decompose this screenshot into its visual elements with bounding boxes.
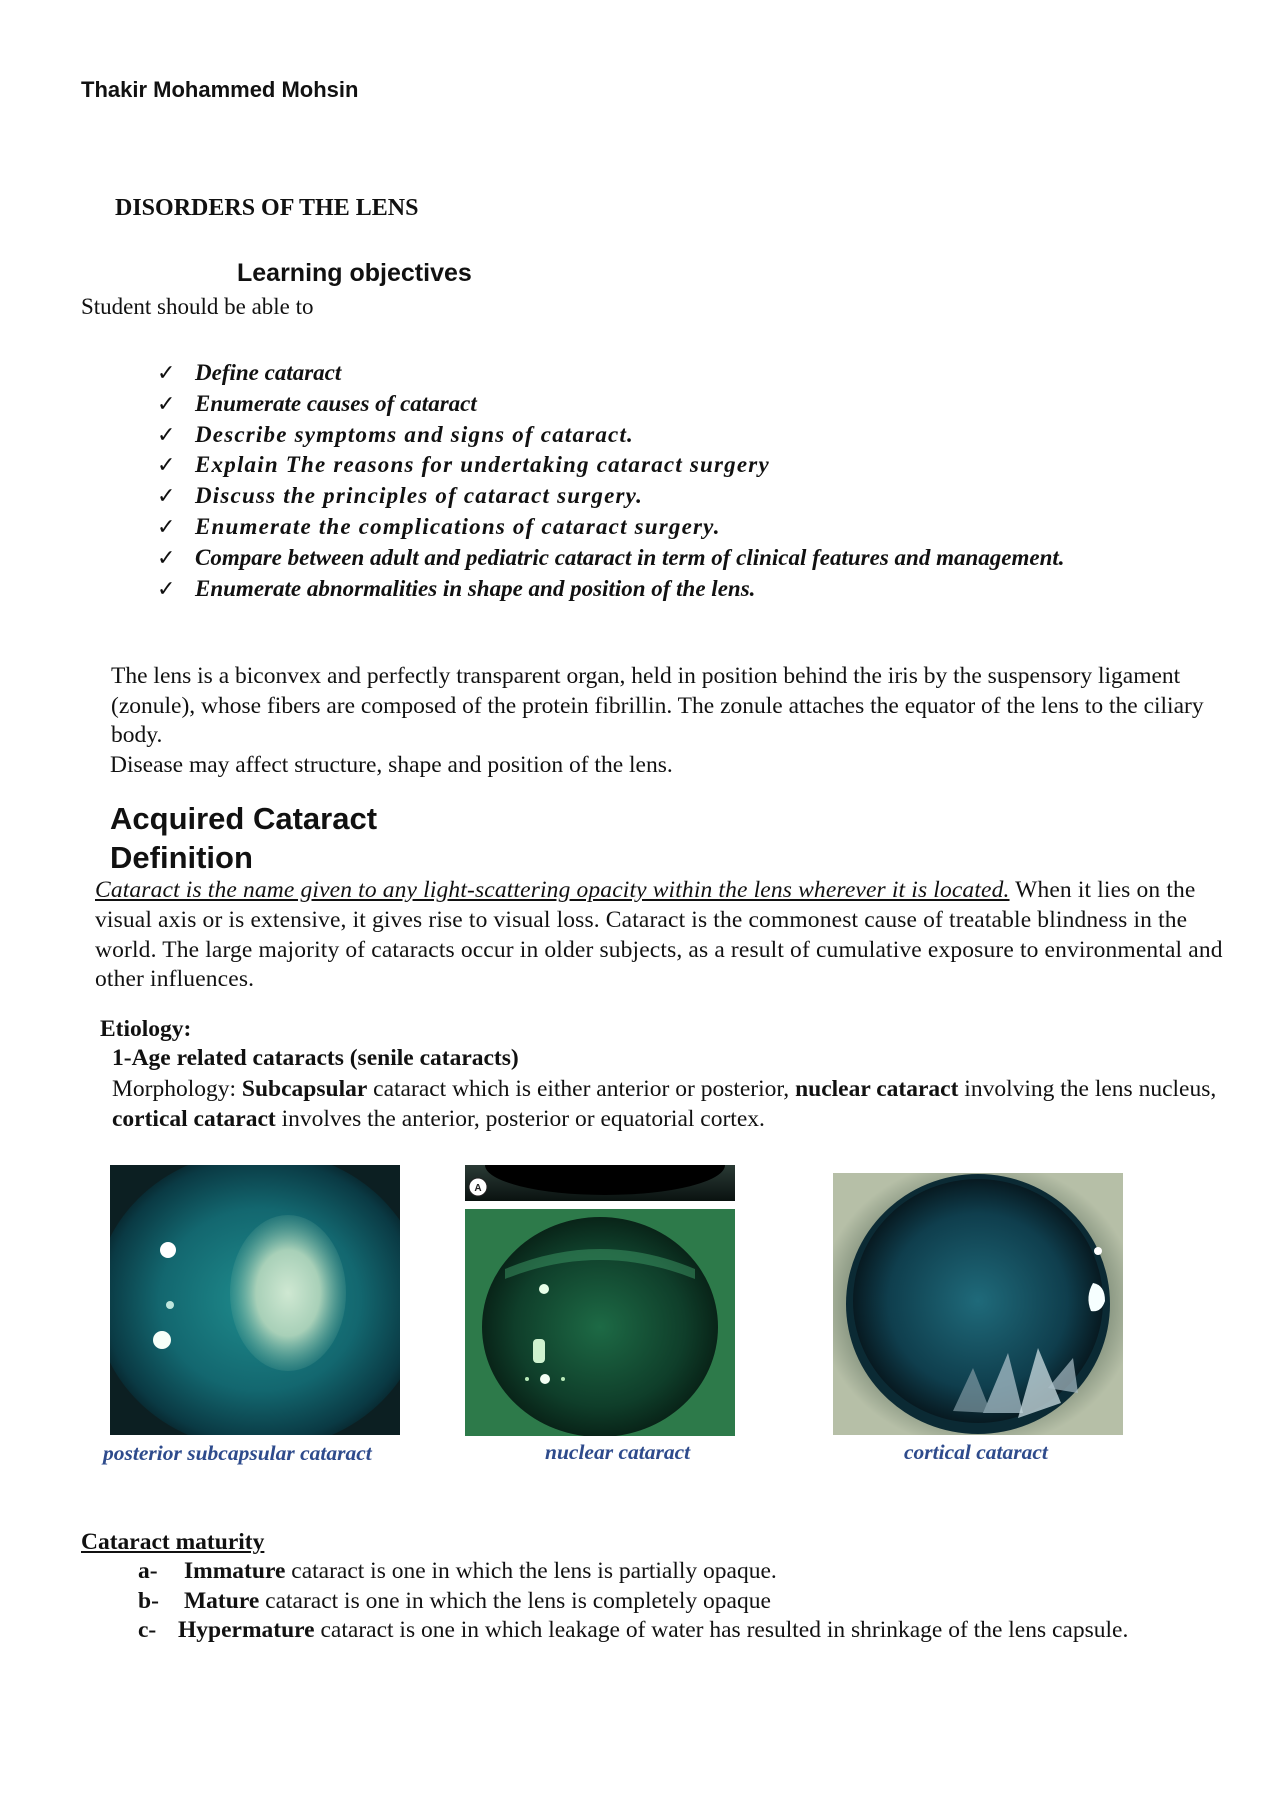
checkmark-icon: ✓ [157, 484, 176, 510]
checkmark-icon: ✓ [157, 514, 176, 540]
maturity-item: a- Immature cataract is one in which the lens is partially opaque. [138, 1558, 777, 1584]
age-related-heading: 1-Age related cataracts (senile cataracts) [112, 1045, 519, 1071]
definition-text: When it lies on the visual axis or is extensive, it gives rise to visual loss. Cataract is the commonest cause of treatable blindness in the world. The large majority of cataracts occur in older subjects, as a result of cumulative exposure to environmental and other influences. [95, 877, 1223, 993]
nuclear-cataract-image [465, 1209, 735, 1436]
objective-item: ✓ Compare between adult and pediatric cataract in term of clinical features and management. [157, 543, 1065, 574]
section-heading-acquired-cataract: Acquired Cataract [110, 801, 378, 836]
maturity-item: c- Hypermature cataract is one in which leakage of water has resulted in shrinkage of the lens capsule. [138, 1617, 1129, 1644]
learning-objectives-intro: Student should be able to [81, 294, 314, 319]
maturity-list [138, 1557, 1128, 1646]
posterior-subcapsular-cataract-image [110, 1165, 400, 1435]
intro-paragraph: Disease may affect structure, shape and position of the lens. [110, 751, 673, 778]
author-name: Thakir Mohammed Mohsin [81, 77, 359, 102]
checkmark-icon: ✓ [157, 545, 176, 571]
learning-objectives-heading: Learning objectives [237, 259, 472, 287]
objective-item: ✓ Enumerate abnormalities in shape and position of the lens. [157, 574, 1065, 605]
checkmark-icon: ✓ [157, 422, 176, 448]
figure-caption-posterior-subcapsular: posterior subcapsular cataract [103, 1441, 372, 1465]
document-title: DISORDERS OF THE LENS [115, 195, 419, 221]
checkmark-icon: ✓ [157, 453, 176, 479]
objective-item: ✓ Define cataract [157, 358, 1065, 389]
objective-item: ✓ Explain The reasons for undertaking cataract surgery [157, 450, 1065, 481]
objectives-list [157, 358, 1065, 604]
objective-item: ✓ Enumerate causes of cataract [157, 389, 1065, 420]
section-heading-definition: Definition [110, 840, 253, 875]
maturity-item: b- Mature cataract is one in which the lens is completely opaque [138, 1587, 771, 1614]
objective-item: ✓ Describe symptoms and signs of cataract. [157, 420, 1065, 451]
nuclear-cataract-panel-top [465, 1165, 735, 1201]
intro-paragraph: The lens is a biconvex and perfectly transparent organ, held in position behind the iris by the suspensory ligament (zonule), whose fibers are composed of the protein fibrillin. The zonule attaches the equator of the lens to the ciliary body. [111, 663, 1204, 749]
cataract-maturity-heading: Cataract maturity [81, 1529, 265, 1555]
panel-marker-label: A [474, 1183, 482, 1194]
definition-paragraph [95, 876, 1245, 995]
definition-statement: Cataract is the name given to any light-scattering opacity within the lens wherever it is located. [95, 877, 1010, 903]
etiology-heading: Etiology: [100, 1016, 192, 1042]
figure-caption-cortical: cortical cataract [904, 1440, 1048, 1464]
morphology-paragraph: Morphology: Subcapsular cataract which is either anterior or posterior, nuclear cataract involving the lens nucleus, cortical cataract involves the anterior, posterior or equatorial cortex. [112, 1076, 1217, 1132]
checkmark-icon: ✓ [157, 576, 176, 602]
objective-item: ✓ Discuss the principles of cataract surgery. [157, 481, 1065, 512]
objective-item: ✓ Enumerate the complications of cataract surgery. [157, 512, 1065, 543]
figure-caption-nuclear: nuclear cataract [545, 1440, 691, 1464]
checkmark-icon: ✓ [157, 361, 176, 386]
cortical-cataract-image [833, 1173, 1123, 1435]
checkmark-icon: ✓ [157, 391, 176, 417]
lens-intro [111, 662, 1241, 780]
